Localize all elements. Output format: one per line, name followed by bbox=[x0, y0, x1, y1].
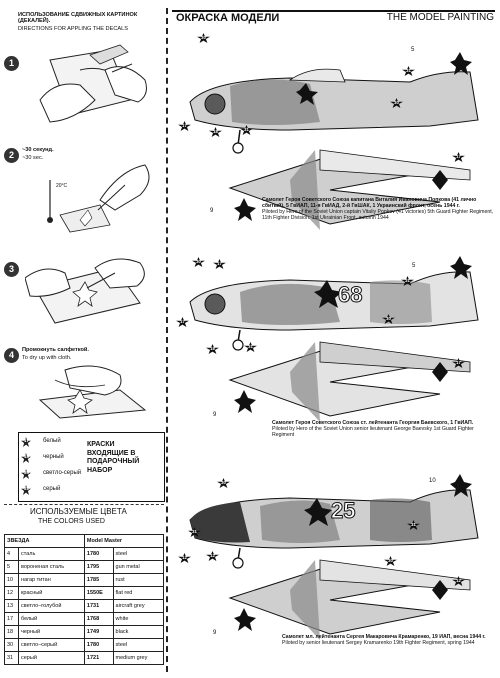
color-callout-icon: 30 bbox=[382, 314, 395, 324]
temperature-label: 20°C bbox=[56, 183, 68, 189]
step-2-text-en: ~30 sec. bbox=[22, 155, 44, 161]
painting-title-en: THE MODEL PAINTING bbox=[386, 12, 494, 23]
color-callout-icon: 31 bbox=[244, 342, 257, 352]
table-row: 13 светло–голубой 1731 aircraft grey bbox=[5, 600, 164, 613]
divider bbox=[4, 504, 164, 505]
star-badge-icon: 17 bbox=[21, 437, 37, 447]
table-row: 30 светло–серый 1780 steel bbox=[5, 639, 164, 652]
tail-number-68: 68 bbox=[338, 282, 363, 307]
step-4-text-en: To dry up with cloth. bbox=[22, 355, 72, 361]
panel-divider bbox=[166, 8, 168, 672]
table-row: 17 белый 1768 white bbox=[5, 613, 164, 626]
color-callout-icon: 17 bbox=[452, 152, 465, 162]
table-row: 5 вороненая сталь 1795 gun metal bbox=[5, 561, 164, 574]
color-callout-icon: 17 bbox=[452, 358, 465, 368]
step-2-text-ru: ~30 секунд. bbox=[22, 147, 54, 153]
star-badge-icon: 30 bbox=[21, 469, 37, 479]
step-1-illustration bbox=[20, 40, 160, 132]
legend-row: 18 черный bbox=[21, 452, 111, 465]
paint-set-title: КРАСКИ ВХОДЯЩИЕ В ПОДАРОЧНЫЙ НАБОР bbox=[87, 441, 140, 474]
color-callout-icon: 30 bbox=[217, 478, 230, 488]
legend-row: 17 белый bbox=[21, 436, 111, 449]
table-row: 10 нагар титан 1785 rust bbox=[5, 574, 164, 587]
color-callout-icon: 31 bbox=[407, 520, 420, 530]
step-4-illustration bbox=[25, 360, 160, 420]
step-number: 3 bbox=[4, 262, 19, 277]
color-callout-icon: 31 bbox=[240, 125, 253, 135]
color-callout-icon: 17 bbox=[213, 259, 226, 269]
painting-title-ru: ОКРАСКА МОДЕЛИ bbox=[176, 12, 280, 24]
decal-title-ru: ИСПОЛЬЗОВАНИЕ СДВИЖНЫХ КАРТИНОК (ДЕКАЛЕЙ). bbox=[18, 12, 138, 25]
tail-number-25: 25 bbox=[331, 498, 356, 523]
color-callout-icon: 31 bbox=[402, 66, 415, 76]
legend-row: 30 светло-серый bbox=[21, 468, 111, 481]
aircraft-3-caption: Самолет мл. лейтенанта Сергея Макаровича Крамаренко, 19 ИАП, весна 1944 г. Piloted by senior lieutenant Sergey Kramarenko 19th Fighter Regiment, spring 1944 bbox=[282, 634, 486, 647]
color-callout-icon: 31 bbox=[401, 276, 414, 286]
table-row: 31 серый 1721 medium grey bbox=[5, 652, 164, 665]
step-2-illustration bbox=[40, 160, 160, 240]
table-header: ЗВЕЗДА bbox=[5, 535, 85, 548]
colors-used-title-en: THE COLORS USED bbox=[38, 518, 105, 525]
color-callout-icon: 30 bbox=[384, 556, 397, 566]
decal-title-en: DIRECTIONS FOR APPLING THE DECALS bbox=[18, 26, 128, 32]
table-row: 4 сталь 1780 steel bbox=[5, 548, 164, 561]
paint-set-legend bbox=[18, 432, 165, 502]
color-callout-icon: 30 bbox=[192, 257, 205, 267]
step-number: 2 bbox=[4, 148, 19, 163]
color-callout-icon: 18 bbox=[206, 344, 219, 354]
aircraft-1-caption: Самолет Героя Советского Союза капитана Виталия Ивановича Попкова (41 лично сбитый), 5 ГвИАП, 11-я ГвИАД, 2-й ГвШАК, 1 Украинский фронт, осень 1944 г. Piloted by Hero of the Soviet Union captain Vitaliy Popkov (41 victories) 5th Guard Fighter Regiment, 11th Fighter Division. 1st Ukrainian Front, autumn 1944 bbox=[262, 197, 494, 222]
color-callout-icon: 12 bbox=[206, 551, 219, 561]
legend-row: 31 серый bbox=[21, 484, 111, 497]
step-4-text-ru: Промокнуть салфеткой. bbox=[22, 347, 89, 353]
aircraft-2-caption: Самолет Героя Советского Союза ст. лейтенанта Георгия Баевского, 1 ГвИАП. Piloted by Hero of the Soviet Union senior lieutenant George Baevsky 1st Guard Fighter Regiment bbox=[272, 420, 474, 439]
step-number: 4 bbox=[4, 348, 19, 363]
colors-used-title-ru: ИСПОЛЬЗУЕМЫЕ ЦВЕТА bbox=[30, 507, 127, 516]
table-row: 12 красный 1550E flat red bbox=[5, 587, 164, 600]
color-callout-icon: 31 bbox=[188, 527, 201, 537]
star-badge-icon: 18 bbox=[21, 453, 37, 463]
color-callout-icon: 30 bbox=[390, 98, 403, 108]
step-number: 1 bbox=[4, 56, 19, 71]
color-callout-icon: 18 bbox=[209, 127, 222, 137]
star-badge-icon: 31 bbox=[21, 485, 37, 495]
color-callout-icon: 12 bbox=[178, 553, 191, 563]
color-callout-icon: 17 bbox=[178, 121, 191, 131]
table-header: Model Master bbox=[84, 535, 163, 548]
step-3-illustration bbox=[25, 248, 160, 328]
colors-table bbox=[4, 534, 164, 665]
color-callout-icon: 17 bbox=[176, 317, 189, 327]
color-callout-icon: 12 bbox=[452, 576, 465, 586]
table-row: 18 черный 1749 black bbox=[5, 626, 164, 639]
color-callout-icon: 30 bbox=[197, 33, 210, 43]
